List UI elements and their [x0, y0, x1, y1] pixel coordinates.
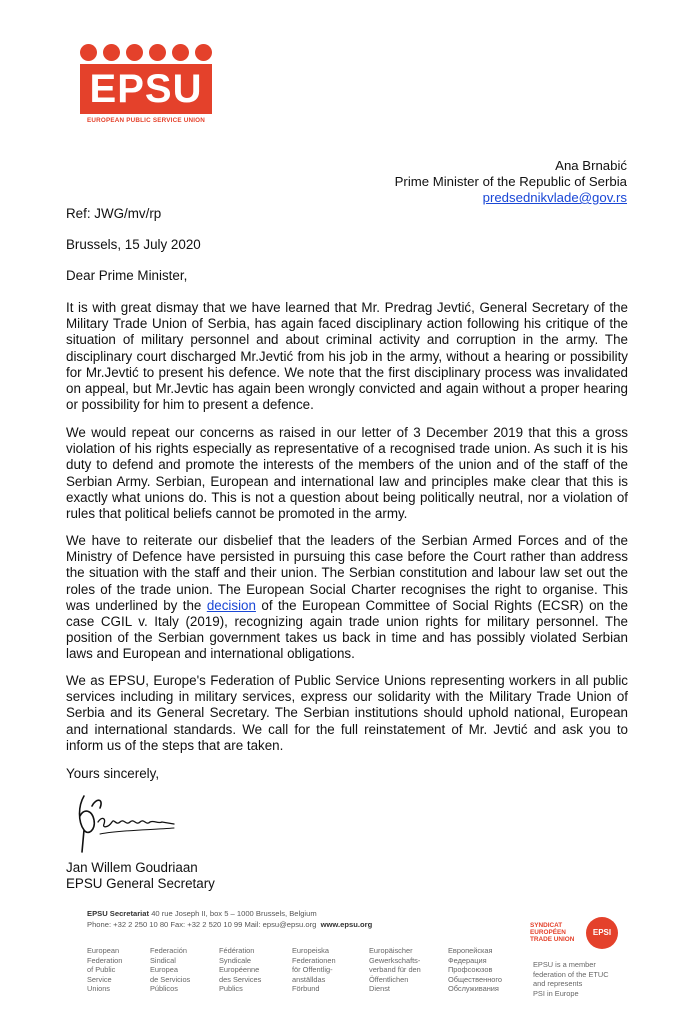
footer-col-fr	[219, 946, 289, 994]
footer-line: Sindical	[150, 955, 176, 965]
logo-wordmark: EPSU	[80, 64, 212, 114]
footer-contact	[87, 908, 372, 930]
handwritten-signature	[70, 786, 180, 856]
footer-line: Federationen	[292, 955, 336, 965]
reference: Ref: JWG/mv/rp	[66, 206, 162, 221]
paragraph-2: We would repeat our concerns as raised in our letter of 3 December 2019 that this a gross violation of his rights especially as representative of a recognised trade union. As such it is his duty to defend and promote the interests of the members of the union and of the staff of the Serbian Army. Serbian, European and international law and principles make clear that this is exactly what unions do. This is not a question about being politically neutral, nor a violation of rules that political beliefs cannot be promoted in the army.	[66, 425, 628, 522]
paragraph-3-end: of the European Committee of Social Rights (ECSR) on the case CGIL v. Italy (2019), recognizing again trade union rights for military personnel. The position of the Serbian government takes us back in time and has possibly violated Serbian laws and European and international obligations.	[66, 597, 628, 662]
logo-subtitle: EUROPEAN PUBLIC SERVICE UNION	[87, 117, 205, 124]
logo-dot	[80, 44, 97, 61]
membership-note	[533, 960, 643, 998]
membership-line: PSI in Europe	[533, 988, 579, 998]
footer-col-ru	[448, 946, 518, 994]
recipient-name: Ana Brnabić	[555, 158, 627, 173]
membership-line: and represents	[533, 979, 583, 988]
footer-phone-fax-mail: Phone: +32 2 250 10 80 Fax: +32 2 520 10 99 Mail: epsu@epsu.org	[87, 920, 317, 929]
syndicat-european-trade-union-logo	[530, 922, 580, 948]
footer-website[interactable]: www.epsu.org	[320, 920, 373, 929]
footer-line: för Offentlig-	[292, 965, 333, 974]
logo-dot	[172, 44, 189, 61]
footer-col-de	[369, 946, 439, 994]
paragraph-4: We as EPSU, Europe's Federation of Public Service Unions representing workers in all public services including in military services, express our solidarity with the Military Trade Union of Serbia and its General Secretary. The Serbian institutions should uphold national, European and international standards. We call for the full reinstatement of Mr. Jevtić and ask you to inform us of the steps that are taken.	[66, 673, 628, 753]
salutation: Dear Prime Minister,	[66, 268, 188, 283]
footer-line: Européenne	[219, 965, 260, 974]
paragraph-3	[66, 533, 628, 663]
footer-line: European	[87, 946, 120, 955]
logo-dot	[195, 44, 212, 61]
footer-col-en	[87, 946, 157, 994]
footer-line: Publics	[219, 984, 243, 993]
footer-col-sv	[292, 946, 362, 994]
logo-dot	[126, 44, 143, 61]
syndicat-line: EUROPÉEN	[530, 929, 566, 936]
footer-line: Федерация	[448, 955, 487, 965]
syndicat-line: TRADE UNION	[530, 936, 575, 943]
footer-line: Fédération	[219, 946, 255, 955]
footer-line: Общественного	[448, 974, 503, 984]
footer-line: Federation	[87, 955, 123, 965]
letter-date: Brussels, 15 July 2020	[66, 237, 201, 252]
footer-line: Dienst	[369, 984, 390, 993]
footer-col-es	[150, 946, 220, 994]
footer-line: anställdas	[292, 974, 326, 984]
footer-line: Service	[87, 974, 112, 984]
closing: Yours sincerely,	[66, 766, 160, 781]
membership-line: federation of the ETUC	[533, 969, 609, 979]
footer-secretariat-label: EPSU Secretariat	[87, 909, 150, 918]
footer-line: Europäischer	[369, 946, 413, 955]
paragraph-3-start: We have to reiterate our disbelief that the leaders of the Serbian Armed Forces and of the Ministry of Defence have persisted in pursuing this case before the Court rather than address the situation with the staff and their union. The Serbian constitution and labour law set out the roles of the trade union. The European Social Charter recognises the right to organise. This was underlined by the	[66, 533, 628, 613]
logo-dots	[80, 44, 212, 62]
recipient-email-link[interactable]: predsednikvlade@gov.rs	[482, 190, 627, 205]
signatory-block	[66, 860, 628, 892]
footer-line: Европейская	[448, 946, 493, 955]
signatory-title: EPSU General Secretary	[66, 876, 215, 892]
footer-line: Förbund	[292, 984, 320, 993]
decision-link[interactable]: decision	[206, 597, 256, 613]
footer-line: of Public	[87, 965, 116, 974]
psi-logo: EPSI	[586, 917, 618, 949]
footer-line: Públicos	[150, 984, 178, 993]
footer-line: Europea	[150, 965, 178, 974]
logo-dot	[103, 44, 120, 61]
membership-line: EPSU is a member	[533, 960, 596, 969]
footer-line: Syndicale	[219, 955, 252, 965]
footer-line: verband für den	[369, 965, 421, 974]
footer-line: Unions	[87, 984, 111, 993]
footer-line: Federación	[150, 946, 187, 955]
footer-line: de Servicios	[150, 974, 191, 984]
recipient-block	[395, 158, 627, 206]
recipient-title: Prime Minister of the Republic of Serbia	[394, 174, 627, 189]
footer-line: Europeiska	[292, 946, 329, 955]
footer-line: Öffentlichen	[369, 974, 409, 984]
footer-line: Обслуживания	[448, 984, 499, 993]
paragraph-1: It is with great dismay that we have learned that Mr. Predrag Jevtić, General Secretary of the Military Trade Union of Serbia, has again faced disciplinary action following his critique of the situation of military personnel and about criminal activity and corruption in the army. The disciplinary court discharged Mr.Jevtić from his job in the army, without a hearing or possibility for Mr.Jevtić to present his defence. We note that the first disciplinary process was invalidated on appeal, but Mr.Jevtic has again been wrongly convicted and again without a proper hearing or possibility for him to present a defence.	[66, 300, 628, 413]
footer-line: Gewerkschafts-	[369, 955, 421, 965]
footer-address: 40 rue Joseph II, box 5 – 1000 Brussels, Belgium	[151, 909, 317, 918]
footer-line: Профсоюзов	[448, 965, 493, 974]
epsu-logo	[80, 44, 212, 132]
signatory-name: Jan Willem Goudriaan	[66, 860, 198, 875]
logo-dot	[149, 44, 166, 61]
footer-language-names	[87, 946, 547, 1006]
footer-line: des Services	[219, 974, 262, 984]
syndicat-line: SYNDICAT	[530, 922, 563, 929]
